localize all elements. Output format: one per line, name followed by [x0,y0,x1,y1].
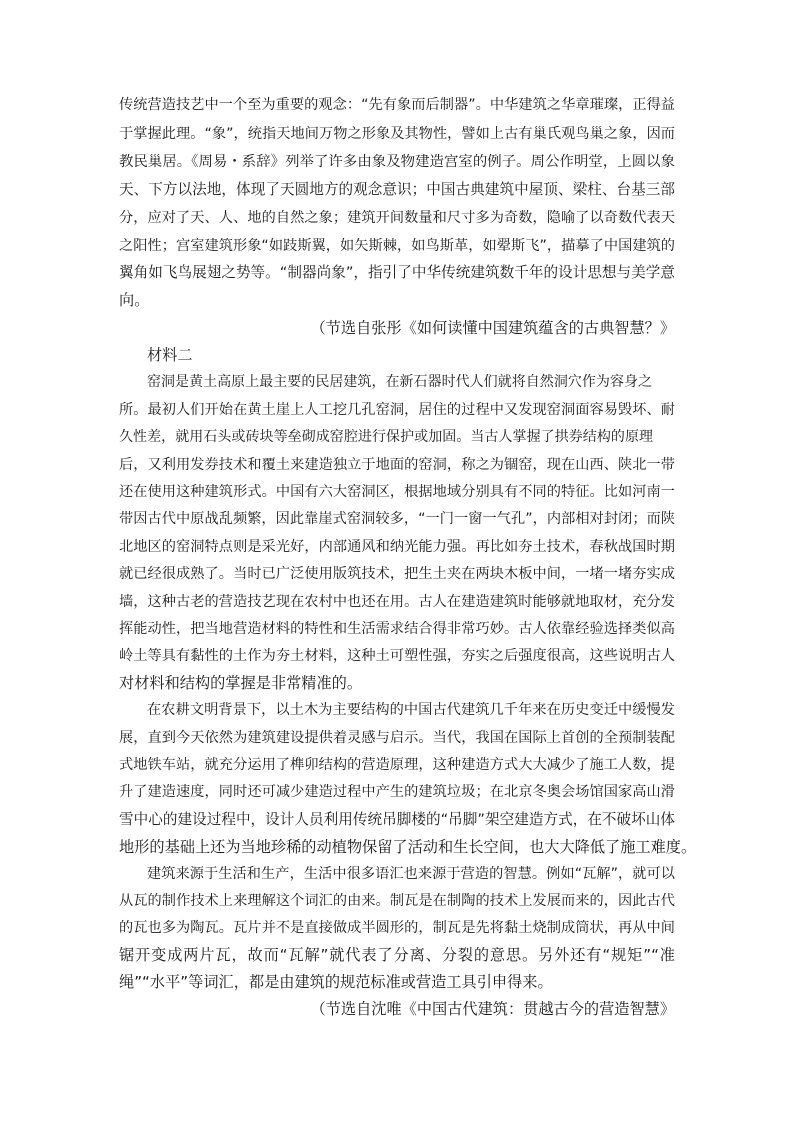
text-line: 地形的基础上还为当地珍稀的动植物保留了活动和生长空间，也大大降低了施工难度。 [119,838,697,856]
text-line: 式地铁车站，就充分运用了榫卯结构的营造原理，这种建造方式大大减少了施工人数，提 [119,757,675,773]
source-citation: （节选自张彤《如何读懂中国建筑蕴含的古典智慧？》 [310,319,675,337]
text-line: 在农耕文明背景下，以土木为主要结构的中国古代建筑几千年来在历史变迁中缓慢发 [147,702,675,718]
text-line: 墙，这种古老的营造技艺现在农村中也还在用。古人在建造建筑时能够就地取材，充分发 [119,594,675,610]
text-line: 展，直到今天依然为建筑建设提供着灵感与启示。当代，我国在国际上首创的全预制装配 [119,730,675,746]
text-line: 所。最初人们开始在黄土崖上人工挖几孔窑洞，居住的过程中又发现窑洞面容易毁坏、耐 [119,402,675,418]
text-line: 岭土等具有黏性的土作为夯土材料，这种土可塑性强，夯实之后强度很高，这些说明古人 [119,648,675,664]
text-line: 天、下方以法地，体现了天圆地方的观念意识；中国古典建筑中屋顶、梁柱、台基三部 [119,181,675,198]
text-line: 教民巢居。《周易・系辞》列举了许多由象及物建造宫室的例子。周公作明堂，上圆以象 [119,154,675,170]
text-line: 还在使用这种建筑形式。中国有六大窑洞区，根据地域分别具有不同的特征。比如河南一 [119,484,675,500]
text-line: 对材料和结构的掌握是非常精准的。 [119,674,362,692]
text-line: 升了建造速度，同时还可减少建造过程中产生的建筑垃圾；在北京冬奥会场馆国家高山滑 [119,784,675,800]
text-line: 建筑来源于生活和生产，生活中很多语汇也来源于营造的智慧。例如“瓦解”，就可以 [147,866,675,882]
section-heading: 材料二 [147,346,193,364]
text-line: 挥能动性，把当地营造材料的特性和生活需求结合得非常巧妙。古人依靠经验选择类似高 [119,621,675,637]
text-line: 北地区的窑洞特点则是采光好，内部通风和纳光能力强。再比如夯土技术，春秋战国时期 [119,539,675,555]
text-line: 后，又利用发券技术和覆土来建造独立于地面的窑洞，称之为锢窑，现在山西、陕北一带 [119,457,675,473]
text-line: 久性差，就用石头或砖块等垒砌成窑腔进行保护或加固。当古人掌握了拱券结构的原理 [119,429,653,445]
text-line: 分，应对了天、人、地的自然之象；建筑开间数量和尺寸多为奇数，隐喻了以奇数代表天 [119,210,675,226]
text-line: 带因古代中原战乱频繁，因此靠崖式窑洞较多，“一门一窗一气孔”，内部相对封闭；而陕 [119,511,675,527]
text-line: 绳”“水平”等词汇，都是由建筑的规范标准或营造工具引申得来。 [119,973,553,991]
text-line: 窑洞是黄土高原上最主要的民居建筑，在新石器时代人们就将自然洞穴作为容身之 [147,374,652,390]
text-line: 就已经很成熟了。当时已广泛使用版筑技术，把生土夹在两块木板中间，一堵一堵夯实成 [119,566,675,582]
text-line: 翼角如飞鸟展翅之势等。“制器尚象”，指引了中华传统建筑数千年的设计思想与美学意 [119,264,675,281]
text-line: 的瓦也多为陶瓦。瓦片并不是直接做成半圆形的，制瓦是先将黏土烧制成筒状，再从中间 [119,920,675,936]
text-line: 之阳性；宫室建筑形象“如跂斯翼，如矢斯棘，如鸟斯革，如翚斯飞”，描摹了中国建筑的 [119,238,675,254]
text-line: 从瓦的制作技术上来理解这个词汇的由来。制瓦是在制陶的技术上发展而来的，因此古代 [119,893,675,909]
text-line: 雪中心的建设过程中，设计人员利用传统吊脚楼的“吊脚”架空建造方式，在不破坏山体 [119,811,675,828]
text-line: 传统营造技艺中一个至为重要的观念：“先有象而后制器”。中华建筑之华章璀璨，正得益 [119,97,675,113]
text-line: 锯开变成两片瓦，故而“瓦解”就代表了分离、分裂的意思。另外还有“规矩”“准 [119,946,675,964]
text-line: 向。 [119,291,150,309]
source-citation: （节选自沈唯《中国古代建筑：贯越古今的营造智慧》 [310,1000,675,1018]
text-line: 于掌握此理。“象”，统指天地间万物之形象及其物性，譬如上古有巢氏观鸟巢之象，因而 [119,126,675,142]
